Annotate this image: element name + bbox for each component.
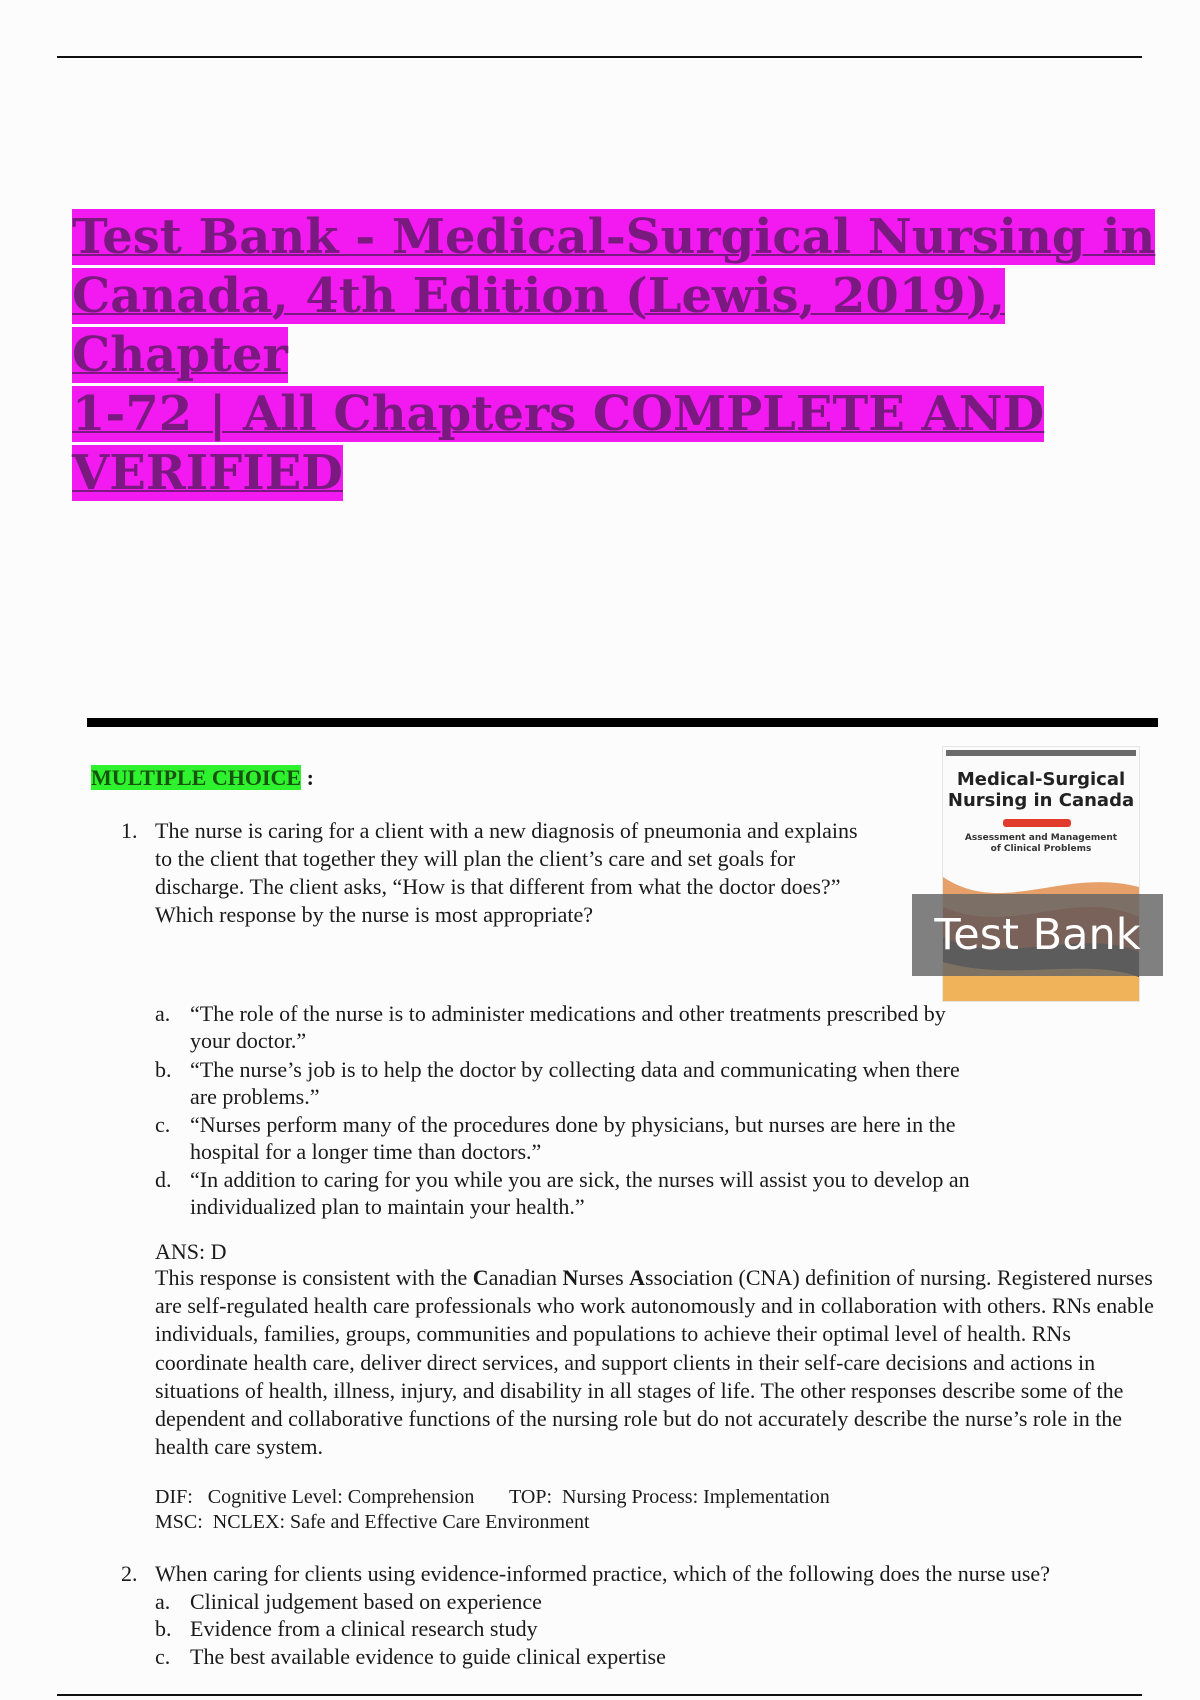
cover-subtitle (943, 833, 1139, 855)
answer-rationale (155, 1264, 1155, 1461)
question-metadata-line-2: MSC: NCLEX: Safe and Effective Care Environment (155, 1511, 590, 1533)
question-stem: When caring for clients using evidence-informed practice, which of the following does the nurse use? (155, 1561, 1050, 1586)
question-2 (121, 1560, 1165, 1588)
option-text: “The nurse’s job is to help the doctor by collecting data and communicating when there are problems.” (190, 1057, 960, 1109)
section-divider (87, 718, 1158, 727)
q2-option-c (155, 1643, 990, 1670)
title-line-1: Test Bank - Medical-Surgical Nursing in (72, 209, 1156, 265)
cover-title-line-1: Medical-Surgical (956, 769, 1126, 790)
option-text: “The role of the nurse is to administer medications and other treatments prescribed by your doctor.” (190, 1001, 946, 1053)
cover-author-bar (946, 750, 1136, 756)
option-c (155, 1111, 1010, 1165)
option-text: The best available evidence to guide clinical expertise (190, 1644, 666, 1669)
rationale-word-1: anadian (488, 1265, 563, 1290)
rationale-rest: (CNA) definition of nursing. Registered nurses are self-regulated health care professionals who work autonomously and in collaboration with others. RNs enable individuals, families, groups, communities and populations to achieve their optimal level of health. RNs coordinate health care, deliver direct services, and support clients in their self-care decisions and actions in situations of health, illness, injury, and disability in all stages of life. The other responses describe some of the dependent and collaborative functions of the nursing role but do not accurately describe the nurse’s role in the health care system. (155, 1265, 1154, 1460)
option-letter: a. (155, 1001, 171, 1026)
option-letter: a. (155, 1589, 171, 1614)
top-rule (57, 56, 1142, 58)
cover-title-line-2: Nursing in Canada (947, 790, 1135, 811)
rationale-initial-a: A (629, 1265, 646, 1290)
section-heading-label: MULTIPLE CHOICE (91, 765, 302, 790)
q2-option-a (155, 1588, 990, 1615)
title-line-2: Canada, 4th Edition (Lewis, 2019), Chapter (72, 268, 1005, 383)
rationale-word-2: urses (578, 1265, 630, 1290)
title-line-3: 1-72 | All Chapters COMPLETE AND (72, 386, 1045, 442)
cover-edition-badge (1003, 819, 1071, 827)
option-letter: c. (155, 1112, 171, 1137)
question-number: 2. (121, 1561, 138, 1586)
answer-key: ANS: D (155, 1239, 227, 1264)
option-letter: b. (155, 1057, 172, 1082)
option-text: Evidence from a clinical research study (190, 1616, 538, 1641)
question-number: 1. (121, 818, 138, 843)
q2-option-b (155, 1615, 990, 1642)
bottom-rule (57, 1694, 1142, 1696)
option-text: “In addition to caring for you while you are sick, the nurses will assist you to develop an individualized plan to maintain your health.” (190, 1167, 970, 1219)
question-stem: The nurse is caring for a client with a new diagnosis of pneumonia and explains to the client that together they will plan the client’s care and set goals for discharge. The client asks, “How is that different from what the doctor does?” Which response by the nurse is most appropriate? (155, 818, 858, 927)
title-line-4: VERIFIED (72, 445, 343, 501)
test-bank-overlay-label: Test Bank (934, 910, 1141, 960)
rationale-initial-c: C (472, 1265, 489, 1290)
cover-subtitle-line-1: Assessment and Management (964, 833, 1118, 843)
option-a (155, 1000, 990, 1054)
option-text: Clinical judgement based on experience (190, 1589, 542, 1614)
option-d (155, 1166, 990, 1220)
option-letter: d. (155, 1167, 172, 1192)
option-letter: b. (155, 1616, 172, 1641)
option-b (155, 1056, 990, 1110)
cover-title (943, 769, 1139, 811)
section-heading-suffix: : (301, 765, 314, 790)
section-heading (91, 765, 314, 791)
question-metadata-line-1: DIF: Cognitive Level: Comprehension TOP: Nursing Process: Implementation (155, 1486, 830, 1508)
question-1 (121, 817, 875, 929)
option-text: “Nurses perform many of the procedures done by physicians, but nurses are here in the hospital for a longer time than doctors.” (190, 1112, 956, 1164)
cover-subtitle-line-2: of Clinical Problems (990, 844, 1092, 854)
rationale-word-3: ssociation (645, 1265, 734, 1290)
rationale-prefix: This response is consistent with the (155, 1265, 473, 1290)
option-letter: c. (155, 1644, 171, 1669)
document-title (72, 208, 1172, 503)
rationale-initial-n: N (562, 1265, 579, 1290)
test-bank-overlay (912, 894, 1163, 976)
